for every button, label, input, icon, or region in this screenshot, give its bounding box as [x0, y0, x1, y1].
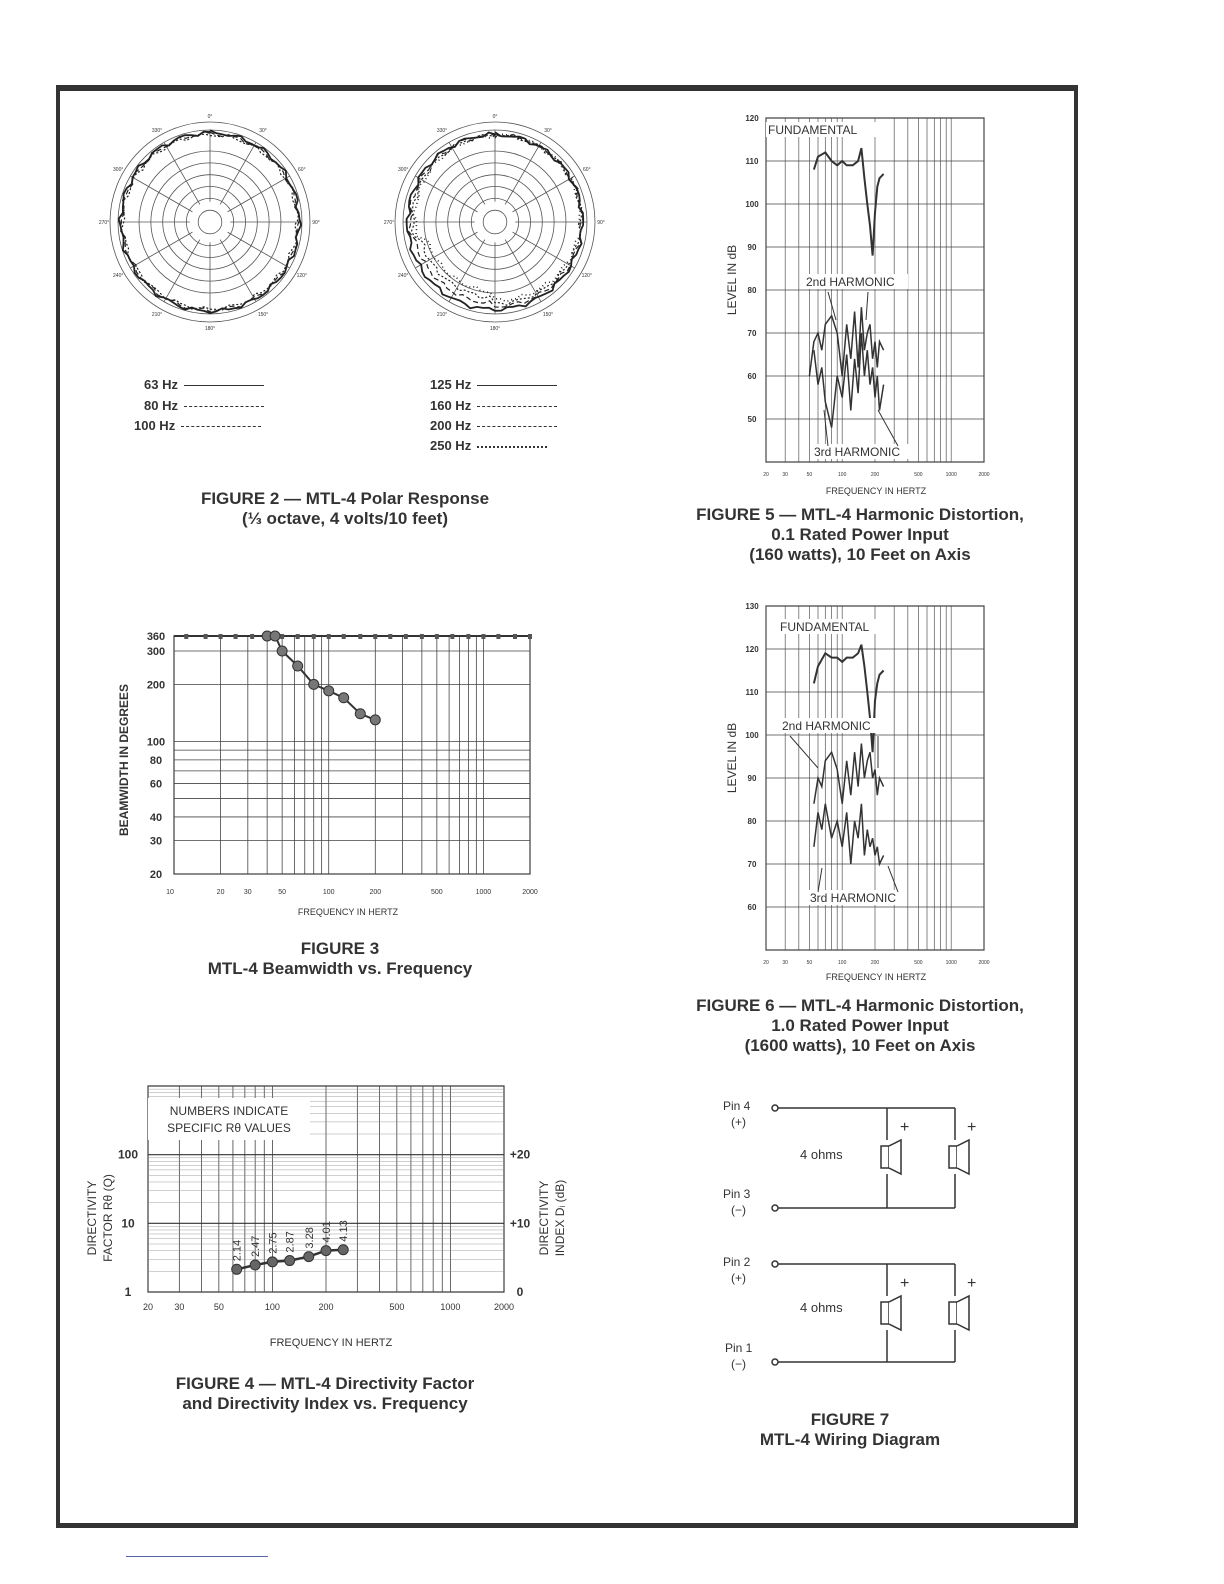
y-tick-label: 50	[747, 415, 757, 424]
leader-line	[888, 866, 898, 892]
directivity-point	[267, 1257, 277, 1267]
second-harmonic-curve	[809, 307, 883, 376]
directivity-point	[338, 1245, 348, 1255]
beamwidth-marker	[466, 634, 470, 639]
y-tick-label: 110	[745, 688, 759, 697]
polar-angle-label: 270°	[98, 220, 110, 226]
beamwidth-marker	[219, 634, 223, 639]
leader-line	[824, 410, 828, 446]
beamwidth-marker	[496, 634, 500, 639]
legend-125hz: 125 Hz	[430, 377, 557, 392]
fundamental-curve	[814, 148, 884, 256]
figure4-ylabel-right-1: DIRECTIVITY	[537, 1180, 551, 1256]
beamwidth-marker	[204, 634, 208, 639]
y-tick-label: 120	[745, 645, 759, 654]
figure6-ticks	[745, 602, 989, 966]
polar-ring	[198, 210, 222, 234]
speaker-icon	[881, 1140, 901, 1174]
polar-spoke	[513, 232, 575, 268]
third-harmonic-label: 3rd HARMONIC	[814, 445, 901, 459]
second-harmonic-label: 2nd HARMONIC	[806, 275, 895, 289]
beamwidth-marker	[481, 634, 485, 639]
fundamental-label: FUNDAMENTAL	[780, 620, 870, 634]
pin4-terminal	[772, 1105, 778, 1111]
polar-angle-label: 330°	[436, 128, 448, 135]
figure6-caption-line1: FIGURE 6 — MTL-4 Harmonic Distortion,	[696, 996, 1024, 1015]
y-tick-label: 30	[149, 835, 163, 848]
y-tick-label: 10	[121, 1216, 135, 1231]
figure5-chart	[718, 110, 1008, 500]
beamwidth-marker	[404, 634, 408, 639]
figure3-ylabel: BEAMWIDTH IN DEGREES	[117, 683, 131, 837]
speaker-icon	[949, 1140, 969, 1174]
polar-spoke	[220, 240, 256, 302]
directivity-value-label: 3.28	[303, 1227, 316, 1249]
polar-angle-label: 150°	[257, 311, 269, 318]
y2-tick-label: +20	[509, 1147, 531, 1162]
beamwidth-point	[355, 709, 365, 719]
beamwidth-marker	[420, 634, 424, 639]
y-tick-label: 90	[747, 243, 757, 252]
polar-spoke	[449, 142, 485, 204]
leader-line	[878, 410, 898, 446]
leader-line	[790, 736, 818, 768]
y-tick-label: 300	[146, 646, 166, 659]
figure4-caption	[140, 1374, 510, 1414]
x-tick-label: 500	[389, 1302, 405, 1312]
y-tick-label: 80	[747, 286, 757, 295]
beamwidth-marker	[358, 634, 362, 639]
figure6-caption-line3: (1600 watts), 10 Feet on Axis	[744, 1036, 976, 1055]
polar-angle-label: 0°	[207, 114, 213, 120]
polar-spoke	[130, 176, 192, 212]
polar-grid-right	[384, 114, 605, 332]
polar-angle-label: 300°	[113, 167, 124, 173]
x-tick-label: 30	[243, 889, 252, 896]
polar-angle-label: 330°	[151, 128, 163, 135]
x-tick-label: 50	[278, 889, 287, 896]
polar-angle-label: 0°	[492, 114, 498, 120]
beamwidth-marker	[312, 634, 316, 639]
beamwidth-point	[324, 686, 334, 696]
x-tick-label: 20	[142, 1302, 154, 1312]
x-tick-label: 100	[838, 960, 847, 966]
polar-spoke	[415, 176, 477, 212]
x-tick-label: 500	[914, 472, 923, 478]
beamwidth-marker	[296, 634, 300, 639]
beamwidth-marker	[513, 634, 517, 639]
bottom-rule	[126, 1556, 268, 1557]
legend-100hz: 100 Hz	[134, 418, 261, 433]
polar-angle-label: 240°	[113, 273, 124, 279]
polar-angle-label: 210°	[436, 311, 448, 318]
polar-angle-label: 120°	[296, 273, 307, 279]
y-tick-label: 80	[149, 754, 163, 767]
figure3-series	[174, 631, 532, 725]
figure3-caption	[160, 939, 520, 979]
y-tick-label: 70	[747, 329, 757, 338]
x-tick-label: 100	[264, 1302, 280, 1312]
figure6-caption-line2: 1.0 Rated Power Input	[771, 1016, 949, 1035]
figure5-xlabel: FREQUENCY IN HERTZ	[825, 486, 927, 496]
x-tick-label: 20	[763, 472, 769, 478]
y-tick-label: 60	[747, 903, 757, 912]
polar-angle-label: 30°	[544, 128, 552, 135]
beamwidth-marker	[342, 634, 346, 639]
directivity-point	[285, 1256, 295, 1266]
polar-angle-label: 90°	[312, 220, 320, 226]
polar-spoke	[164, 142, 200, 204]
beamwidth-marker	[435, 634, 439, 639]
legend-160hz: 160 Hz	[430, 398, 557, 413]
beamwidth-point	[339, 693, 349, 703]
x-tick-label: 2000	[522, 889, 538, 896]
y-tick-label: 20	[149, 869, 163, 881]
x-tick-label: 1000	[945, 472, 957, 478]
polar-spoke	[220, 142, 256, 204]
figure5-grid	[766, 118, 984, 462]
x-tick-label: 200	[870, 472, 880, 478]
plus-marker: +	[900, 1119, 910, 1136]
y-tick-label: 90	[747, 774, 757, 783]
directivity-value-label: 4.13	[338, 1220, 351, 1242]
figure3-caption-line1: FIGURE 3	[300, 939, 380, 958]
third-harmonic-curve	[814, 804, 884, 864]
x-tick-label: 2000	[493, 1302, 515, 1312]
y2-tick-label: 0	[516, 1285, 524, 1299]
legend-63hz: 63 Hz	[144, 377, 264, 392]
figure4-note-line1: NUMBERS INDICATE	[169, 1104, 289, 1118]
polar-response-curve	[413, 134, 582, 301]
polar-angle-label: 120°	[581, 273, 592, 279]
figure5-ylabel: LEVEL IN dB	[725, 244, 739, 316]
polar-plot-left	[100, 112, 320, 344]
pin1-sign: (−)	[731, 1357, 746, 1371]
directivity-point	[304, 1252, 314, 1262]
beamwidth-marker	[234, 634, 238, 639]
polar-angle-label: 210°	[151, 311, 163, 318]
y-tick-label: 100	[745, 200, 759, 209]
beamwidth-marker	[528, 634, 532, 639]
figure4-caption-line1: FIGURE 4 — MTL-4 Directivity Factor	[175, 1374, 475, 1393]
plus-marker: +	[967, 1119, 977, 1136]
x-tick-label: 10	[166, 889, 174, 896]
beamwidth-point	[293, 661, 303, 671]
beamwidth-point	[370, 715, 380, 725]
figure3-ticks	[147, 631, 538, 896]
leader-line	[866, 292, 868, 320]
figure3-chart	[108, 620, 558, 920]
directivity-value-label: 2.75	[267, 1232, 280, 1254]
polar-angle-label: 180°	[204, 326, 216, 332]
polar-spoke	[505, 240, 541, 302]
figure5-series	[766, 122, 910, 459]
second-harmonic-label: 2nd HARMONIC	[782, 719, 871, 733]
y-tick-label: 100	[117, 1147, 139, 1162]
speaker-icon	[949, 1296, 969, 1330]
fundamental-label: FUNDAMENTAL	[768, 123, 858, 137]
beamwidth-marker	[373, 634, 377, 639]
pin2-sign: (+)	[731, 1271, 746, 1285]
figure6-ylabel: LEVEL IN dB	[725, 722, 739, 794]
x-tick-label: 500	[431, 889, 443, 896]
figure6-xlabel: FREQUENCY IN HERTZ	[825, 972, 927, 982]
pin3-sign: (−)	[731, 1203, 746, 1217]
figure5-caption-line1: FIGURE 5 — MTL-4 Harmonic Distortion,	[696, 505, 1024, 524]
figure5-caption	[660, 505, 1060, 565]
x-tick-label: 200	[318, 1302, 334, 1312]
y-tick-label: 40	[149, 811, 163, 824]
polar-spoke	[415, 232, 477, 268]
beamwidth-marker	[280, 634, 284, 639]
y-tick-label: 70	[747, 860, 757, 869]
plus-marker: +	[967, 1275, 977, 1292]
x-tick-label: 2000	[978, 960, 990, 966]
polar-angle-label: 240°	[398, 273, 409, 279]
x-tick-label: 500	[914, 960, 923, 966]
beamwidth-marker	[184, 634, 188, 639]
beamwidth-point	[309, 679, 319, 689]
figure4-ylabel-left-2: FACTOR Rθ (Q)	[101, 1174, 115, 1262]
directivity-point	[321, 1246, 331, 1256]
figure4-xlabel: FREQUENCY IN HERTZ	[269, 1337, 393, 1349]
x-tick-label: 1000	[475, 889, 492, 896]
figure5-caption-line3: (160 watts), 10 Feet on Axis	[749, 545, 971, 564]
impedance-label-top: 4 ohms	[800, 1147, 843, 1162]
figure4-ylabel-left-1: DIRECTIVITY	[85, 1180, 99, 1256]
polar-ring	[186, 198, 233, 245]
leader-line	[818, 868, 822, 892]
y-tick-label: 360	[146, 631, 166, 643]
y-tick-label: 120	[745, 114, 759, 123]
y-tick-label: 1	[124, 1285, 132, 1299]
polar-angle-label: 300°	[398, 167, 409, 173]
figure4-caption-line2: and Directivity Index vs. Frequency	[182, 1394, 468, 1413]
legend-80hz: 80 Hz	[144, 398, 264, 413]
directivity-value-label: 2.87	[284, 1231, 297, 1253]
pin3-terminal	[772, 1205, 778, 1211]
legend-250hz: 250 Hz	[430, 438, 547, 453]
figure2-caption	[160, 489, 530, 529]
y-tick-label: 130	[745, 602, 759, 611]
figure4-ylabel-right-2: INDEX Dᵢ (dB)	[553, 1179, 567, 1257]
figure6-chart	[718, 598, 1008, 988]
y-tick-label: 100	[146, 736, 166, 749]
impedance-label-bottom: 4 ohms	[800, 1300, 843, 1315]
polar-angle-label: 150°	[542, 311, 554, 318]
figure4-chart	[78, 1078, 578, 1358]
x-tick-label: 1000	[945, 960, 957, 966]
x-tick-label: 100	[322, 889, 335, 896]
figure2-caption-line1: FIGURE 2 — MTL-4 Polar Response	[200, 489, 490, 508]
x-tick-label: 50	[806, 472, 813, 478]
directivity-point	[232, 1264, 242, 1274]
speaker-icon	[881, 1296, 901, 1330]
figure7-caption-line2: MTL-4 Wiring Diagram	[759, 1430, 941, 1449]
x-tick-label: 30	[782, 960, 788, 966]
pin4-label: Pin 4	[723, 1099, 751, 1113]
figure4-note-line2: SPECIFIC Rθ VALUES	[167, 1121, 291, 1135]
polar-spoke	[228, 232, 290, 268]
polar-angle-label: 30°	[259, 128, 267, 135]
beamwidth-marker	[327, 634, 331, 639]
polar-angle-label: 60°	[583, 167, 591, 173]
beamwidth-marker	[388, 634, 392, 639]
x-tick-label: 50	[213, 1302, 224, 1312]
pin3-label: Pin 3	[723, 1187, 751, 1201]
polar-spoke	[513, 176, 575, 212]
figure3-grid	[174, 636, 530, 874]
pin2-label: Pin 2	[723, 1255, 751, 1269]
y-tick-label: 100	[745, 731, 759, 740]
y-tick-label: 60	[747, 372, 757, 381]
pin1-label: Pin 1	[725, 1341, 753, 1355]
polar-angle-label: 90°	[597, 220, 605, 226]
x-tick-label: 20	[216, 889, 225, 896]
y-tick-label: 110	[745, 157, 759, 166]
beamwidth-point	[270, 631, 280, 641]
x-tick-label: 2000	[978, 472, 990, 478]
polar-spoke	[449, 240, 485, 302]
x-tick-label: 100	[838, 472, 847, 478]
polar-plot-right	[385, 112, 605, 344]
polar-grid-left	[99, 114, 320, 332]
fundamental-curve	[814, 645, 884, 753]
figure3-xlabel: FREQUENCY IN HERTZ	[297, 907, 399, 917]
figure7-caption	[700, 1410, 1000, 1450]
y2-tick-label: +10	[509, 1216, 531, 1231]
figure2-caption-line2: (⅓ octave, 4 volts/10 feet)	[242, 509, 448, 528]
directivity-point	[250, 1260, 260, 1270]
x-tick-label: 1000	[440, 1302, 461, 1312]
x-tick-label: 30	[174, 1302, 185, 1312]
plus-marker: +	[900, 1275, 910, 1292]
third-harmonic-label: 3rd HARMONIC	[810, 891, 897, 905]
legend-200hz: 200 Hz	[430, 418, 557, 433]
pin4-sign: (+)	[731, 1115, 746, 1129]
beamwidth-marker	[250, 634, 254, 639]
figure3-caption-line2: MTL-4 Beamwidth vs. Frequency	[207, 959, 473, 978]
polar-spoke	[164, 240, 200, 302]
y-tick-label: 80	[747, 817, 757, 826]
figure5-caption-line2: 0.1 Rated Power Input	[771, 525, 949, 544]
polar-angle-label: 60°	[298, 167, 306, 173]
figure7-caption-line1: FIGURE 7	[810, 1410, 890, 1429]
directivity-value-label: 2.14	[231, 1239, 244, 1262]
y-tick-label: 60	[149, 778, 163, 791]
x-tick-label: 30	[782, 472, 788, 478]
figure6-caption	[660, 996, 1060, 1056]
y-tick-label: 200	[146, 679, 166, 692]
polar-ring	[483, 210, 507, 234]
x-tick-label: 200	[870, 960, 880, 966]
x-tick-label: 200	[369, 889, 382, 896]
beamwidth-point	[277, 646, 287, 656]
polar-angle-label: 270°	[383, 220, 395, 226]
wiring-diagram	[715, 1090, 1005, 1390]
directivity-value-label: 2.47	[250, 1235, 263, 1257]
directivity-value-label: 4.01	[321, 1221, 333, 1243]
polar-angle-label: 180°	[489, 326, 501, 332]
pin2-terminal	[772, 1261, 778, 1267]
polar-spoke	[130, 232, 192, 268]
polar-ring	[471, 198, 518, 245]
second-harmonic-curve	[814, 744, 884, 804]
x-tick-label: 50	[806, 960, 813, 966]
x-tick-label: 20	[763, 960, 769, 966]
beamwidth-marker	[450, 634, 454, 639]
figure4-series	[232, 1220, 351, 1274]
pin1-terminal	[772, 1359, 778, 1365]
polar-spoke	[228, 176, 290, 212]
polar-spoke	[505, 142, 541, 204]
